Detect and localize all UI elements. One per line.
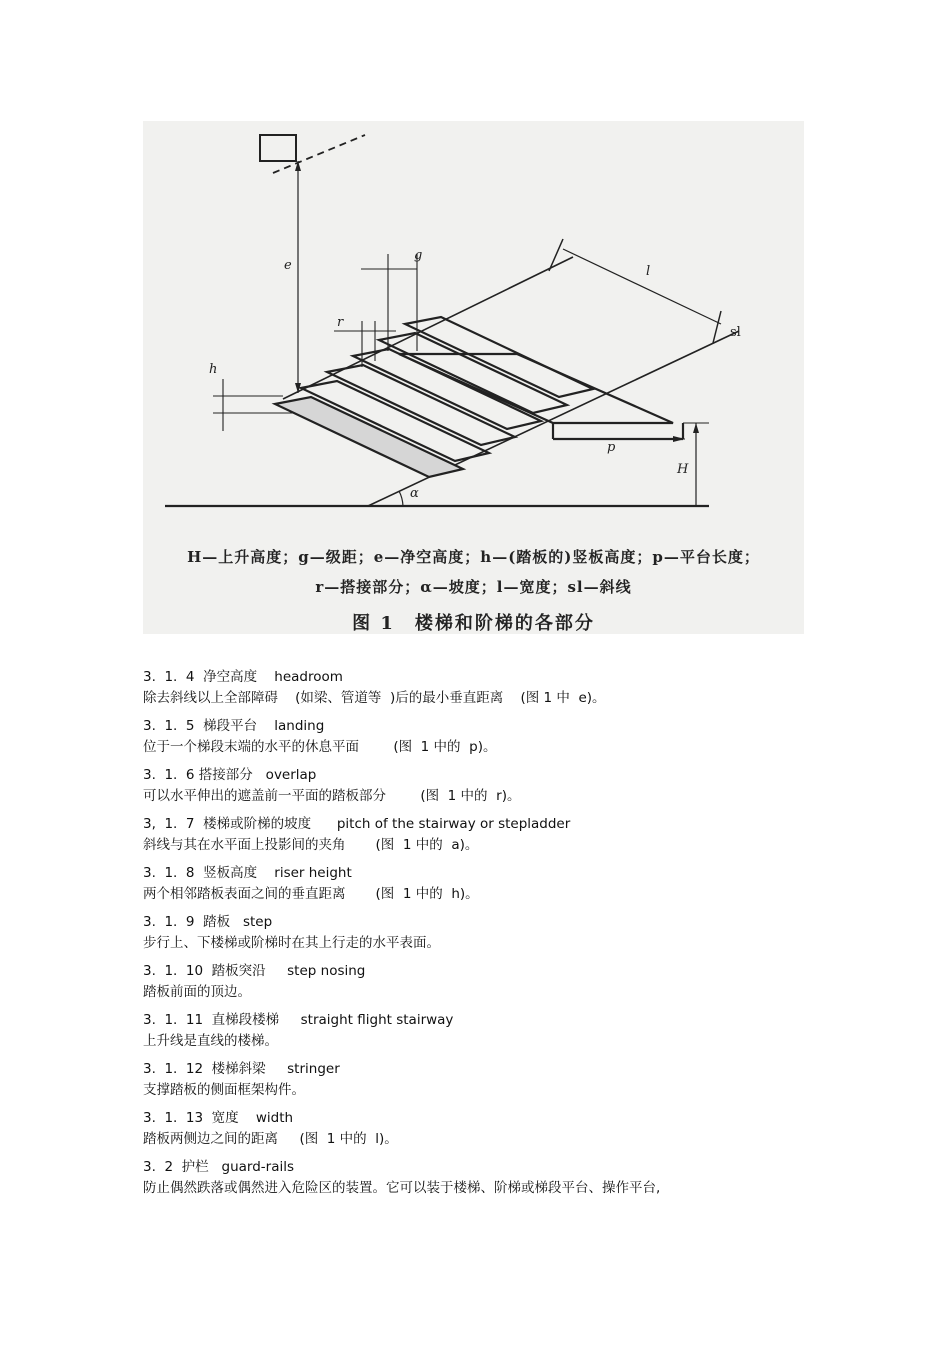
term-heading: 3. 1. 12 楼梯斜梁 stringer xyxy=(143,1061,340,1077)
term-heading: 3, 1. 7 楼梯或阶梯的坡度 pitch of the stairway or stepladder xyxy=(143,816,571,832)
figure-caption: 图 1 楼梯和阶梯的各部分 xyxy=(352,613,595,634)
term-definition: 支撑踏板的侧面框架构件。 xyxy=(143,1082,305,1098)
label-alpha: α xyxy=(410,486,419,501)
term-definition: 除去斜线以上全部障碍 (如梁、管道等 )后的最小垂直距离 (图 1 中 e)。 xyxy=(143,690,606,706)
definition-entry xyxy=(143,912,823,954)
label-e: e xyxy=(284,258,292,273)
headroom-box-shape xyxy=(260,135,296,161)
definition-entry xyxy=(143,1059,823,1101)
definition-entry xyxy=(143,716,823,758)
term-heading: 3. 1. 8 竖板高度 riser height xyxy=(143,865,352,881)
term-definition: 上升线是直线的楼梯。 xyxy=(143,1033,278,1049)
pitch-angle-arc xyxy=(399,491,403,506)
term-definition: 两个相邻踏板表面之间的垂直距离 (图 1 中的 h)。 xyxy=(143,886,479,902)
term-heading: 3. 1. 11 直梯段楼梯 straight flight stairway xyxy=(143,1012,454,1028)
term-heading: 3. 1. 9 踏板 step xyxy=(143,914,273,930)
definition-entry xyxy=(143,765,823,807)
definition-entry xyxy=(143,667,823,709)
label-H: H xyxy=(677,462,689,477)
width-dimension-line xyxy=(563,249,721,324)
term-definition: 位于一个梯段末端的水平的休息平面 (图 1 中的 p)。 xyxy=(143,739,497,755)
term-heading: 3. 1. 10 踏板突沿 step nosing xyxy=(143,963,366,979)
label-sl: sl xyxy=(730,325,741,340)
stair-diagram-figure xyxy=(143,121,804,634)
definition-entry xyxy=(143,814,823,856)
figure-legend-line-1: H—上升高度；g—级距；e—净空高度；h—(踏板的)竖板高度；p—平台长度； xyxy=(187,548,760,566)
label-l: l xyxy=(646,264,651,279)
stringer-line xyxy=(283,257,573,399)
term-definition: 防止偶然跌落或偶然进入危险区的装置。它可以装于楼梯、阶梯或梯段平台、操作平台, xyxy=(143,1180,661,1196)
term-heading: 3. 2 护栏 guard-rails xyxy=(143,1159,295,1175)
width-tick-right xyxy=(713,311,721,343)
term-definition: 可以水平伸出的遮盖前一平面的踏板部分 (图 1 中的 r)。 xyxy=(143,788,521,804)
label-g: g xyxy=(414,248,423,263)
term-heading: 3. 1. 13 宽度 width xyxy=(143,1110,294,1126)
term-definition: 踏板前面的顶边。 xyxy=(143,984,251,1000)
label-h: h xyxy=(209,362,218,377)
term-definition: 踏板两侧边之间的距离 (图 1 中的 l)。 xyxy=(143,1131,398,1147)
term-definition: 步行上、下楼梯或阶梯时在其上行走的水平表面。 xyxy=(143,935,440,951)
term-heading: 3. 1. 5 梯段平台 landing xyxy=(143,718,325,734)
term-heading: 3. 1. 4 净空高度 headroom xyxy=(143,669,343,685)
term-heading: 3. 1. 6 搭接部分 overlap xyxy=(143,767,317,783)
term-definition: 斜线与其在水平面上投影间的夹角 (图 1 中的 a)。 xyxy=(143,837,479,853)
headroom-dashed-line xyxy=(273,135,365,173)
definition-entry xyxy=(143,961,823,1003)
rise-arrow-top xyxy=(693,423,699,433)
stair-diagram xyxy=(143,121,804,541)
label-p: p xyxy=(607,440,616,455)
definitions-list xyxy=(143,667,823,1206)
definition-entry xyxy=(143,1157,823,1199)
definition-entry xyxy=(143,1010,823,1052)
figure-legend-line-2: r—搭接部分；α—坡度；l—宽度；sl—斜线 xyxy=(315,578,632,596)
definition-entry xyxy=(143,1108,823,1150)
label-r: r xyxy=(337,315,344,330)
definition-entry xyxy=(143,863,823,905)
